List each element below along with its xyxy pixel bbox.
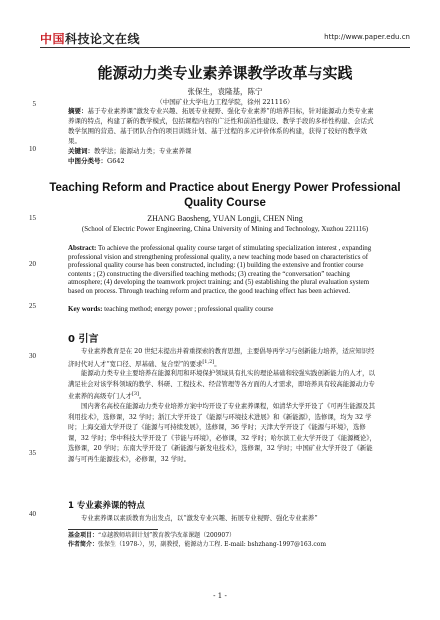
keywords-en-text: teaching method; energy power ; professional quality course bbox=[104, 305, 274, 313]
keywords-en-label: Key words: bbox=[68, 305, 103, 313]
citation: [3] bbox=[131, 391, 139, 398]
abstract-en-label: Abstract: bbox=[68, 244, 97, 252]
line-number: 40 bbox=[29, 510, 36, 518]
journal-logo: 中国科技论文在线 bbox=[40, 32, 141, 46]
footnote-author: 作者简介：张保生（1978-），男，副教授，能源动力工程. E-mail: bshzhang-1997@163.com bbox=[68, 541, 327, 548]
footnote-divider bbox=[68, 529, 158, 530]
page-number: - 1 - bbox=[213, 592, 227, 600]
page-header bbox=[40, 30, 410, 46]
section-heading-intro: 0 引言 bbox=[68, 334, 99, 345]
keywords-cn-text: 教学法；能源动力类；专业素养课 bbox=[94, 147, 192, 155]
authors-en: ZHANG Baosheng, YUAN Longji, CHEN Ning bbox=[147, 214, 303, 223]
abstract-cn bbox=[68, 106, 376, 146]
header-divider bbox=[40, 47, 410, 48]
keywords-cn-label: 关键词： bbox=[68, 147, 94, 155]
paper-title-en: Teaching Reform and Practice about Energy Power Professional Quality Course bbox=[49, 182, 401, 209]
abstract-en-text: To achieve the professional quality course target of stimulating specialization interest , expanding professional vision and strengthening professional quality, a new teaching mode based on characteristics of professional quality course has been constructed, including: (1) building the extensive and frontier course contents ; (2) constructing the diversified teaching methods; (3) creating the “conversation” teaching atmosphere; (4) developing the teamwork project training; and (5) establishing the plural evaluation system based on process. Through teaching reform and practice, the good teaching effect has been achieved. bbox=[68, 244, 372, 295]
line-number: 30 bbox=[29, 352, 36, 360]
authors-cn: 张保生，袁隆基，陈宁 bbox=[187, 87, 263, 96]
clc-text: G642 bbox=[107, 157, 125, 165]
clc-label: 中图分类号： bbox=[68, 157, 107, 165]
abstract-en bbox=[68, 244, 376, 296]
clc-number bbox=[68, 156, 376, 166]
keywords-cn bbox=[68, 146, 376, 156]
header-url[interactable]: http://www.paper.edu.cn bbox=[324, 33, 410, 41]
line-number: 15 bbox=[29, 214, 36, 222]
line-number: 20 bbox=[29, 260, 36, 268]
line-number: 35 bbox=[29, 449, 36, 457]
footnote-fund: 基金项目：“卓越教师培训计划”教育教学改革课题（200907） bbox=[68, 532, 236, 539]
intro-paragraph-1: 专业素养教育是在 20 世纪末提出并着重探索的教育思想，主要倡导再学习与创新能力培养，适应知识经济时代对人才“宽口径、厚基础、复合型”的要求[1,2]。 bbox=[68, 347, 375, 368]
paper-title-cn: 能源动力类专业素养课教学改革与实践 bbox=[97, 64, 353, 82]
section-heading-1: 1 专业素养课的特点 bbox=[68, 501, 145, 511]
abstract-cn-label: 摘要： bbox=[68, 107, 88, 115]
affiliation-cn: （中国矿业大学电力工程学院，徐州 221116） bbox=[156, 98, 294, 106]
intro-paragraph-3: 国内著名高校在能源动力类专业培养方案中均开设了专业素养课程，如清华大学开设了《可再生能源及其利用技术》，选修课，32 学时；浙江大学开设了《能源与环境技术进展》和《新能源》，选修课，均为 32 学时；上海交通大学开设了《能源与可持续发展》，选修课，36 学时；天津大学开设了《能源与环境》，选修课，32 学时；华中科技大学开设了《节能与环境》，必修课，32 学时；哈尔滨工业大学开设了《能源概论》，选修课，20 学时；东南大学开设了《新能源与新发电技术》，选修课，32 学时；中国矿业大学开设了《新能源与可再生能源技术》，必修课，32 学时。 bbox=[68, 402, 376, 463]
citation: [1,2] bbox=[202, 358, 215, 365]
keywords-en bbox=[68, 305, 376, 314]
line-number: 5 bbox=[32, 100, 36, 108]
line-number: 10 bbox=[29, 145, 36, 153]
line-number: 25 bbox=[29, 302, 36, 310]
affiliation-en: (School of Electric Power Engineering, China University of Mining and Technology, Xuzhou 221116) bbox=[81, 225, 369, 233]
intro-paragraph-2: 能源动力类专业主要培养在能源利用和环境保护领域具有扎实的理论基础和较强实践创新能力的人才，以满足社会对该学科领域的教学、科研、工程技术、经营管理等各方面的人才需求，即培养具有较高能源动力专业素养的高级专门人才[3]。 bbox=[68, 369, 375, 401]
abstract-cn-text: 基于专业素养课“激发专业兴趣、拓展专业视野、强化专业素养”的培养目标，针对能源动力类专业素养课的特点，构建了新的教学模式，包括课程内容的广泛性和前沿性建设、教学手段的多样性构建、会话式教学氛围的营造、基于团队合作的项目训练计划、基于过程的多元评价体系的构建，获得了较好的教学效果。 bbox=[68, 107, 374, 145]
section1-paragraph-1: 专业素养课以素质教育为出发点，以“激发专业兴趣、拓展专业视野、强化专业素养” bbox=[81, 514, 318, 522]
